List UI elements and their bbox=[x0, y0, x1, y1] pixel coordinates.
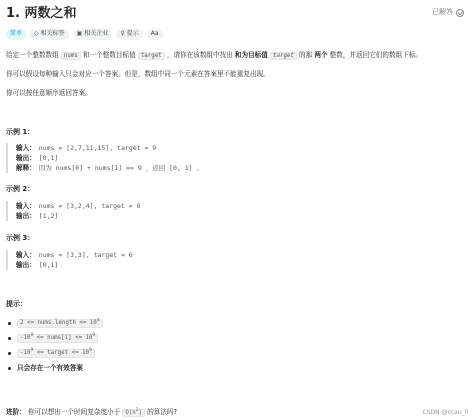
advanced-note bbox=[6, 408, 177, 418]
check-circle-icon bbox=[456, 9, 464, 17]
hint-button[interactable] bbox=[116, 29, 142, 40]
code-target: target bbox=[270, 52, 297, 60]
bullet-dot bbox=[8, 352, 11, 355]
constraint-text: 2 <= nums.length <= 10 bbox=[20, 319, 97, 326]
related-tags-button[interactable] bbox=[30, 29, 69, 40]
constraints-list bbox=[8, 316, 103, 376]
complexity-code-end: ) bbox=[138, 410, 143, 416]
desc-text: 整数，并返回它们的数组下标。 bbox=[329, 51, 422, 59]
example-2-heading: 示例 2： bbox=[6, 185, 35, 193]
example-3-heading: 示例 3： bbox=[6, 234, 35, 242]
advanced-label: 进阶： bbox=[6, 408, 26, 416]
tag-icon: ◇ bbox=[34, 30, 39, 38]
explain-value: 因为 nums[0] + nums[1] == 9 ，返回 [0, 1] 。 bbox=[38, 163, 204, 172]
constraint-sup: 9 bbox=[92, 332, 96, 338]
desc-text: ，请你在该数组中找出 bbox=[166, 51, 233, 59]
desc-text: 的那 bbox=[299, 51, 313, 59]
code-target: target bbox=[138, 52, 165, 60]
complexity-sup: 2 bbox=[135, 408, 139, 414]
example-3-block bbox=[6, 250, 326, 270]
lightbulb-icon: ♀ bbox=[120, 30, 125, 38]
constraints-heading: 提示： bbox=[6, 300, 27, 308]
constraint-sup: 9 bbox=[30, 347, 34, 353]
desc-bold: 两个 bbox=[314, 51, 328, 59]
hint-label: 提示 bbox=[126, 30, 139, 38]
desc-text: 给定一个整数数组 bbox=[6, 51, 59, 59]
constraint-text: <= nums[i] <= 10 bbox=[33, 334, 93, 341]
bullet-dot bbox=[8, 322, 11, 325]
constraint-sup: 9 bbox=[89, 347, 92, 353]
output-label: 输出： bbox=[16, 153, 36, 162]
solved-status bbox=[432, 8, 464, 17]
example-1-block bbox=[6, 143, 326, 173]
solved-label: 已解答 bbox=[432, 8, 453, 16]
code-nums: nums bbox=[61, 52, 81, 60]
example-1-heading: 示例 1： bbox=[6, 128, 35, 136]
problem-title: 1. 两数之和 bbox=[6, 6, 77, 21]
bullet-dot bbox=[8, 337, 11, 340]
input-value: nums = [2,7,11,15], target = 9 bbox=[38, 143, 157, 152]
output-value: [0,1] bbox=[38, 153, 59, 162]
input-value: nums = [3,2,4], target = 6 bbox=[38, 201, 141, 210]
constraint-sup: 4 bbox=[96, 317, 100, 323]
font-icon: Aa bbox=[150, 30, 159, 38]
watermark: CSDN @ccau_ll bbox=[422, 408, 468, 416]
related-tags-label: 相关标签 bbox=[40, 30, 65, 38]
font-size-button[interactable] bbox=[147, 29, 163, 40]
description-paragraph-1 bbox=[6, 51, 422, 61]
input-label: 输入： bbox=[16, 143, 36, 152]
input-label: 输入： bbox=[16, 250, 36, 259]
related-companies-button[interactable] bbox=[73, 29, 113, 40]
description-paragraph-3: 你可以按任意顺序返回答案。 bbox=[6, 89, 92, 97]
input-label: 输入： bbox=[16, 201, 36, 210]
desc-text: 和一个整数目标值 bbox=[82, 51, 136, 59]
building-icon: ▣ bbox=[76, 30, 83, 38]
description-paragraph-2: 你可以假设每种输入只会对应一个答案。但是，数组中同一个元素在答案里不能重复出现。 bbox=[6, 70, 270, 78]
desc-bold: 和为目标值 bbox=[234, 51, 268, 59]
constraint-sup: 9 bbox=[30, 332, 34, 338]
output-value: [0,1] bbox=[38, 260, 59, 269]
example-2-block bbox=[6, 201, 326, 221]
output-label: 输出： bbox=[16, 260, 36, 269]
tag-bar bbox=[6, 29, 163, 40]
related-companies-label: 相关企业 bbox=[84, 30, 109, 38]
bullet-dot bbox=[8, 367, 11, 370]
constraint-item bbox=[8, 346, 103, 361]
constraint-text: 只会存在一个有效答案 bbox=[17, 364, 83, 373]
output-label: 输出： bbox=[16, 211, 36, 220]
input-value: nums = [3,3], target = 6 bbox=[38, 250, 133, 259]
constraint-text: -10 bbox=[20, 334, 31, 341]
advanced-text: 你可以想出一个时间复杂度小于 bbox=[27, 408, 121, 416]
constraint-text: -10 bbox=[20, 349, 31, 356]
complexity-code: O(n bbox=[125, 410, 136, 416]
constraint-item bbox=[8, 361, 103, 376]
explain-label: 解释： bbox=[16, 163, 36, 172]
output-value: [1,2] bbox=[38, 211, 59, 220]
advanced-text: 的算法吗? bbox=[147, 408, 177, 416]
difficulty-badge: 简单 bbox=[6, 29, 26, 40]
constraint-text: <= target <= 10 bbox=[33, 349, 90, 356]
constraint-item bbox=[8, 316, 103, 331]
constraint-item bbox=[8, 331, 103, 346]
